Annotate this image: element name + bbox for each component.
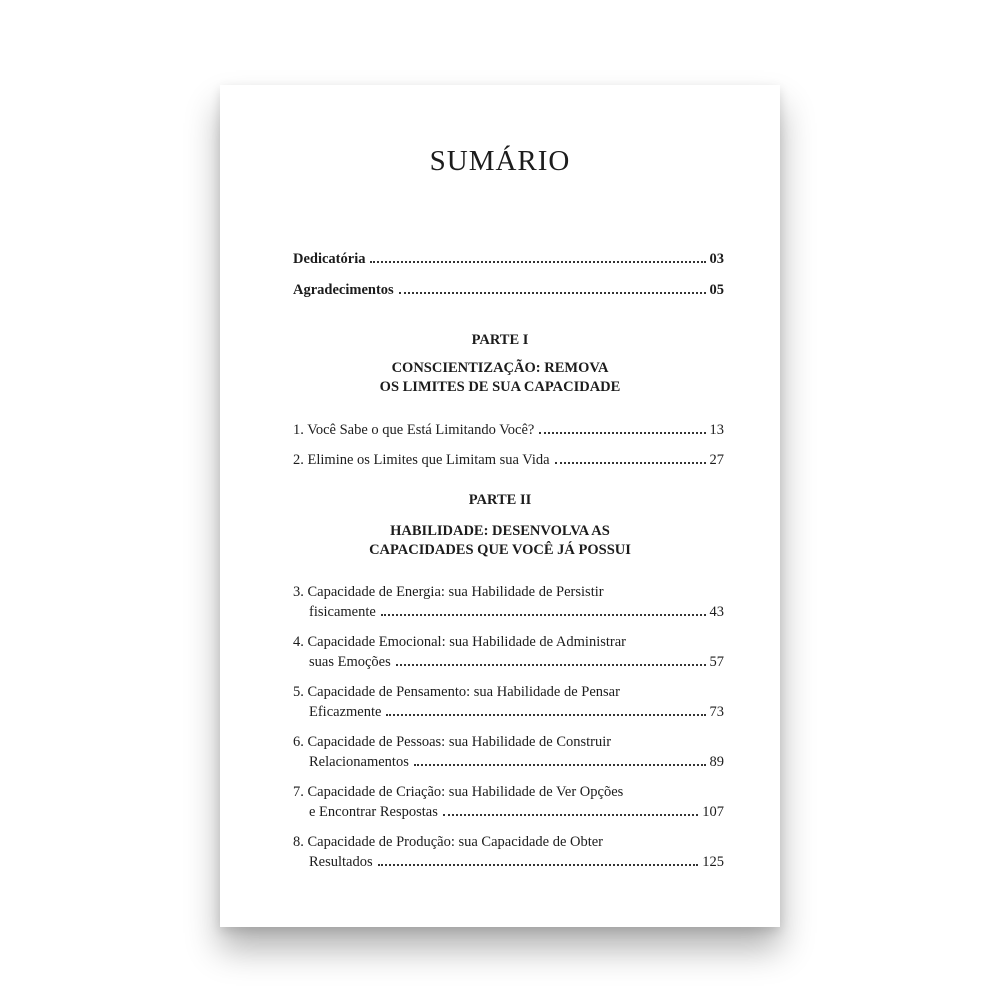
dot-leader	[381, 614, 706, 616]
chapter-title: 5. Capacidade de Pensamento: sua Habilidade de Pensar	[293, 684, 620, 700]
chapter-title-continued: Eficazmente	[309, 704, 382, 720]
chapter-page: 13	[709, 422, 724, 438]
dot-leader	[386, 714, 705, 716]
toc-chapter-6	[293, 732, 724, 772]
chapter-page: 43	[709, 604, 724, 620]
chapter-title: 7. Capacidade de Criação: sua Habilidade de Ver Opções	[293, 784, 624, 800]
dot-leader	[378, 864, 699, 866]
chapter-title-continued: fisicamente	[309, 604, 376, 620]
book-page	[220, 85, 780, 927]
dot-leader	[539, 432, 705, 434]
chapter-title-continued: Relacionamentos	[309, 754, 409, 770]
toc-chapter-3	[293, 582, 724, 622]
dot-leader	[555, 462, 706, 464]
chapter-title: 8. Capacidade de Produção: sua Capacidade de Obter	[293, 834, 604, 850]
chapter-page: 73	[709, 704, 724, 720]
part-heading-line2: OS LIMITES DE SUA CAPACIDADE	[379, 379, 621, 395]
toc-chapter-1	[293, 420, 724, 440]
chapter-page: 107	[702, 804, 724, 820]
toc-entry-dedicatoria	[293, 249, 724, 269]
toc-chapter-4	[293, 632, 724, 672]
dot-leader	[399, 292, 706, 294]
chapter-page: 89	[709, 754, 724, 770]
toc-entry-label: Agradecimentos	[293, 282, 394, 298]
toc-entry-agradecimentos	[293, 280, 724, 300]
toc-entry-page: 03	[709, 251, 724, 267]
chapter-page: 57	[709, 654, 724, 670]
part-heading-line1: HABILIDADE: DESENVOLVA AS	[390, 523, 610, 539]
toc-entry-label: Dedicatória	[293, 251, 366, 267]
chapter-title-continued: suas Emoções	[309, 654, 391, 670]
chapter-page: 125	[702, 854, 724, 870]
part-label: PARTE I	[471, 332, 529, 348]
dot-leader	[396, 664, 706, 666]
chapter-title: 1. Você Sabe o que Está Limitando Você?	[293, 422, 535, 438]
part-heading-line2: CAPACIDADES QUE VOCÊ JÁ POSSUI	[369, 542, 631, 558]
toc-chapter-8	[293, 832, 724, 872]
chapter-title-continued: Resultados	[309, 854, 373, 870]
part-heading-line1: CONSCIENTIZAÇÃO: REMOVA	[391, 360, 609, 376]
toc-chapter-7	[293, 782, 724, 822]
toc-entry-page: 05	[709, 282, 724, 298]
chapter-title: 3. Capacidade de Energia: sua Habilidade de Persistir	[293, 584, 604, 600]
dot-leader	[414, 764, 706, 766]
chapter-title: 2. Elimine os Limites que Limitam sua Vida	[293, 452, 550, 468]
dot-leader	[443, 814, 698, 816]
dot-leader	[370, 261, 705, 263]
toc-chapter-5	[293, 682, 724, 722]
chapter-title-continued: e Encontrar Respostas	[309, 804, 438, 820]
toc-chapter-2	[293, 450, 724, 470]
page-title: SUMÁRIO	[429, 145, 571, 177]
chapter-page: 27	[709, 452, 724, 468]
chapter-title: 6. Capacidade de Pessoas: sua Habilidade de Construir	[293, 734, 612, 750]
chapter-title: 4. Capacidade Emocional: sua Habilidade de Administrar	[293, 634, 626, 650]
part-label: PARTE II	[468, 492, 532, 508]
